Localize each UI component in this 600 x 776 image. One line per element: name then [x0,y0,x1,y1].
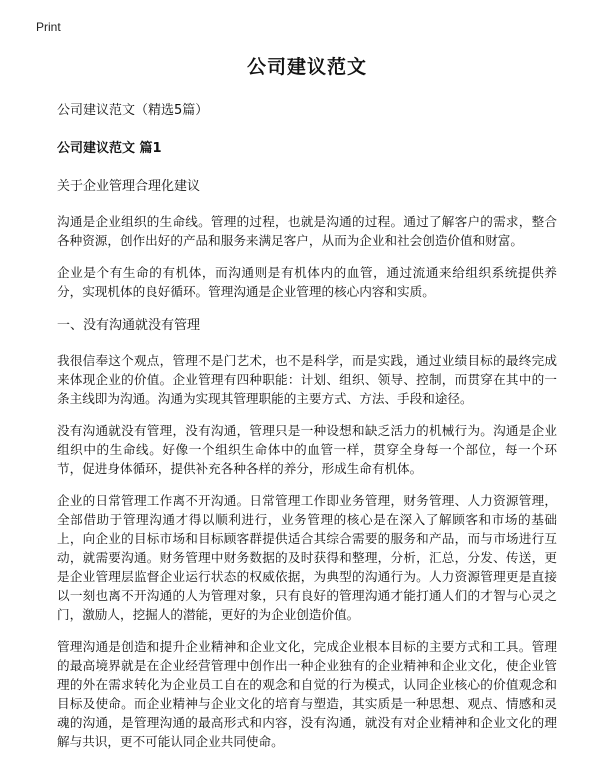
topic-heading: 关于企业管理合理化建议 [57,179,201,194]
document-subtitle: 公司建议范文（精选5篇） [57,103,209,118]
print-link[interactable]: Print [36,20,61,34]
section-title: 公司建议范文 篇1 [57,141,162,156]
page-title: 公司建议范文 [246,56,367,78]
paragraph: 管理沟通是创造和提升企业精神和企业文化，完成企业根本目标的主要方式和工具。管理的最高境界就是在企业经营管理中创作出一种企业独有的企业精神和企业文化，使企业管理的外在需求转化为企业员工自在的观念和自觉的行为模式，认同企业核心的价值观念和目标及使命。而企业精神与企业文化的培育与塑造，其实质是一种思想、观点、情感和灵魂的沟通，是管理沟通的最高形式和内容，没有沟通，就没有对企业精神和企业文化的理解与共识，更不可能认同企业共同使命。 [57,639,557,749]
document-body [57,52,557,764]
paragraph: 我很信奉这个观点，管理不是门艺术，也不是科学，而是实践，通过业绩目标的最终完成来体现企业的价值。企业管理有四种职能：计划、组织、领导、控制，而贯穿在其中的一条主线即为沟通。沟通为实现其管理职能的主要方式、方法、手段和途径。 [57,353,557,406]
paragraph: 企业是个有生命的有机体，而沟通则是有机体内的血管，通过流通来给组织系统提供养分，实现机体的良好循环。管理沟通是企业管理的核心内容和实质。 [57,265,557,299]
paragraph: 企业的日常管理工作离不开沟通。日常管理工作即业务管理，财务管理、人力资源管理，全部借助于管理沟通才得以顺利进行，业务管理的核心是在深入了解顾客和市场的基础上，向企业的目标市场和目标顾客群提供适合其综合需要的服务和产品，而与市场进行互动，就需要沟通。财务管理中财务数据的及时获得和整理，分析，汇总，分发、传送，更是企业管理层监督企业运行状态的权威依据，为典型的沟通行为。人力资源管理更是直接以一刻也离不开沟通的人为管理对象，只有良好的管理沟通才能打通人们的才智与心灵之门，激励人，挖掘人的潜能，更好的为企业创造价值。 [57,493,557,622]
paragraph: 没有沟通就没有管理，没有沟通，管理只是一种设想和缺乏活力的机械行为。沟通是企业组织中的生命线。好像一个组织生命体中的血管一样，贯穿全身每一个部位，每一个环节，促进身体循环，提供补充各种各样的养分，形成生命有机体。 [57,423,557,476]
paragraph: 沟通是企业组织的生命线。管理的过程，也就是沟通的过程。通过了解客户的需求，整合各种资源，创作出好的产品和服务来满足客户，从而为企业和社会创造价值和财富。 [57,214,557,248]
section-heading: 一、没有沟通就没有管理 [57,318,201,333]
